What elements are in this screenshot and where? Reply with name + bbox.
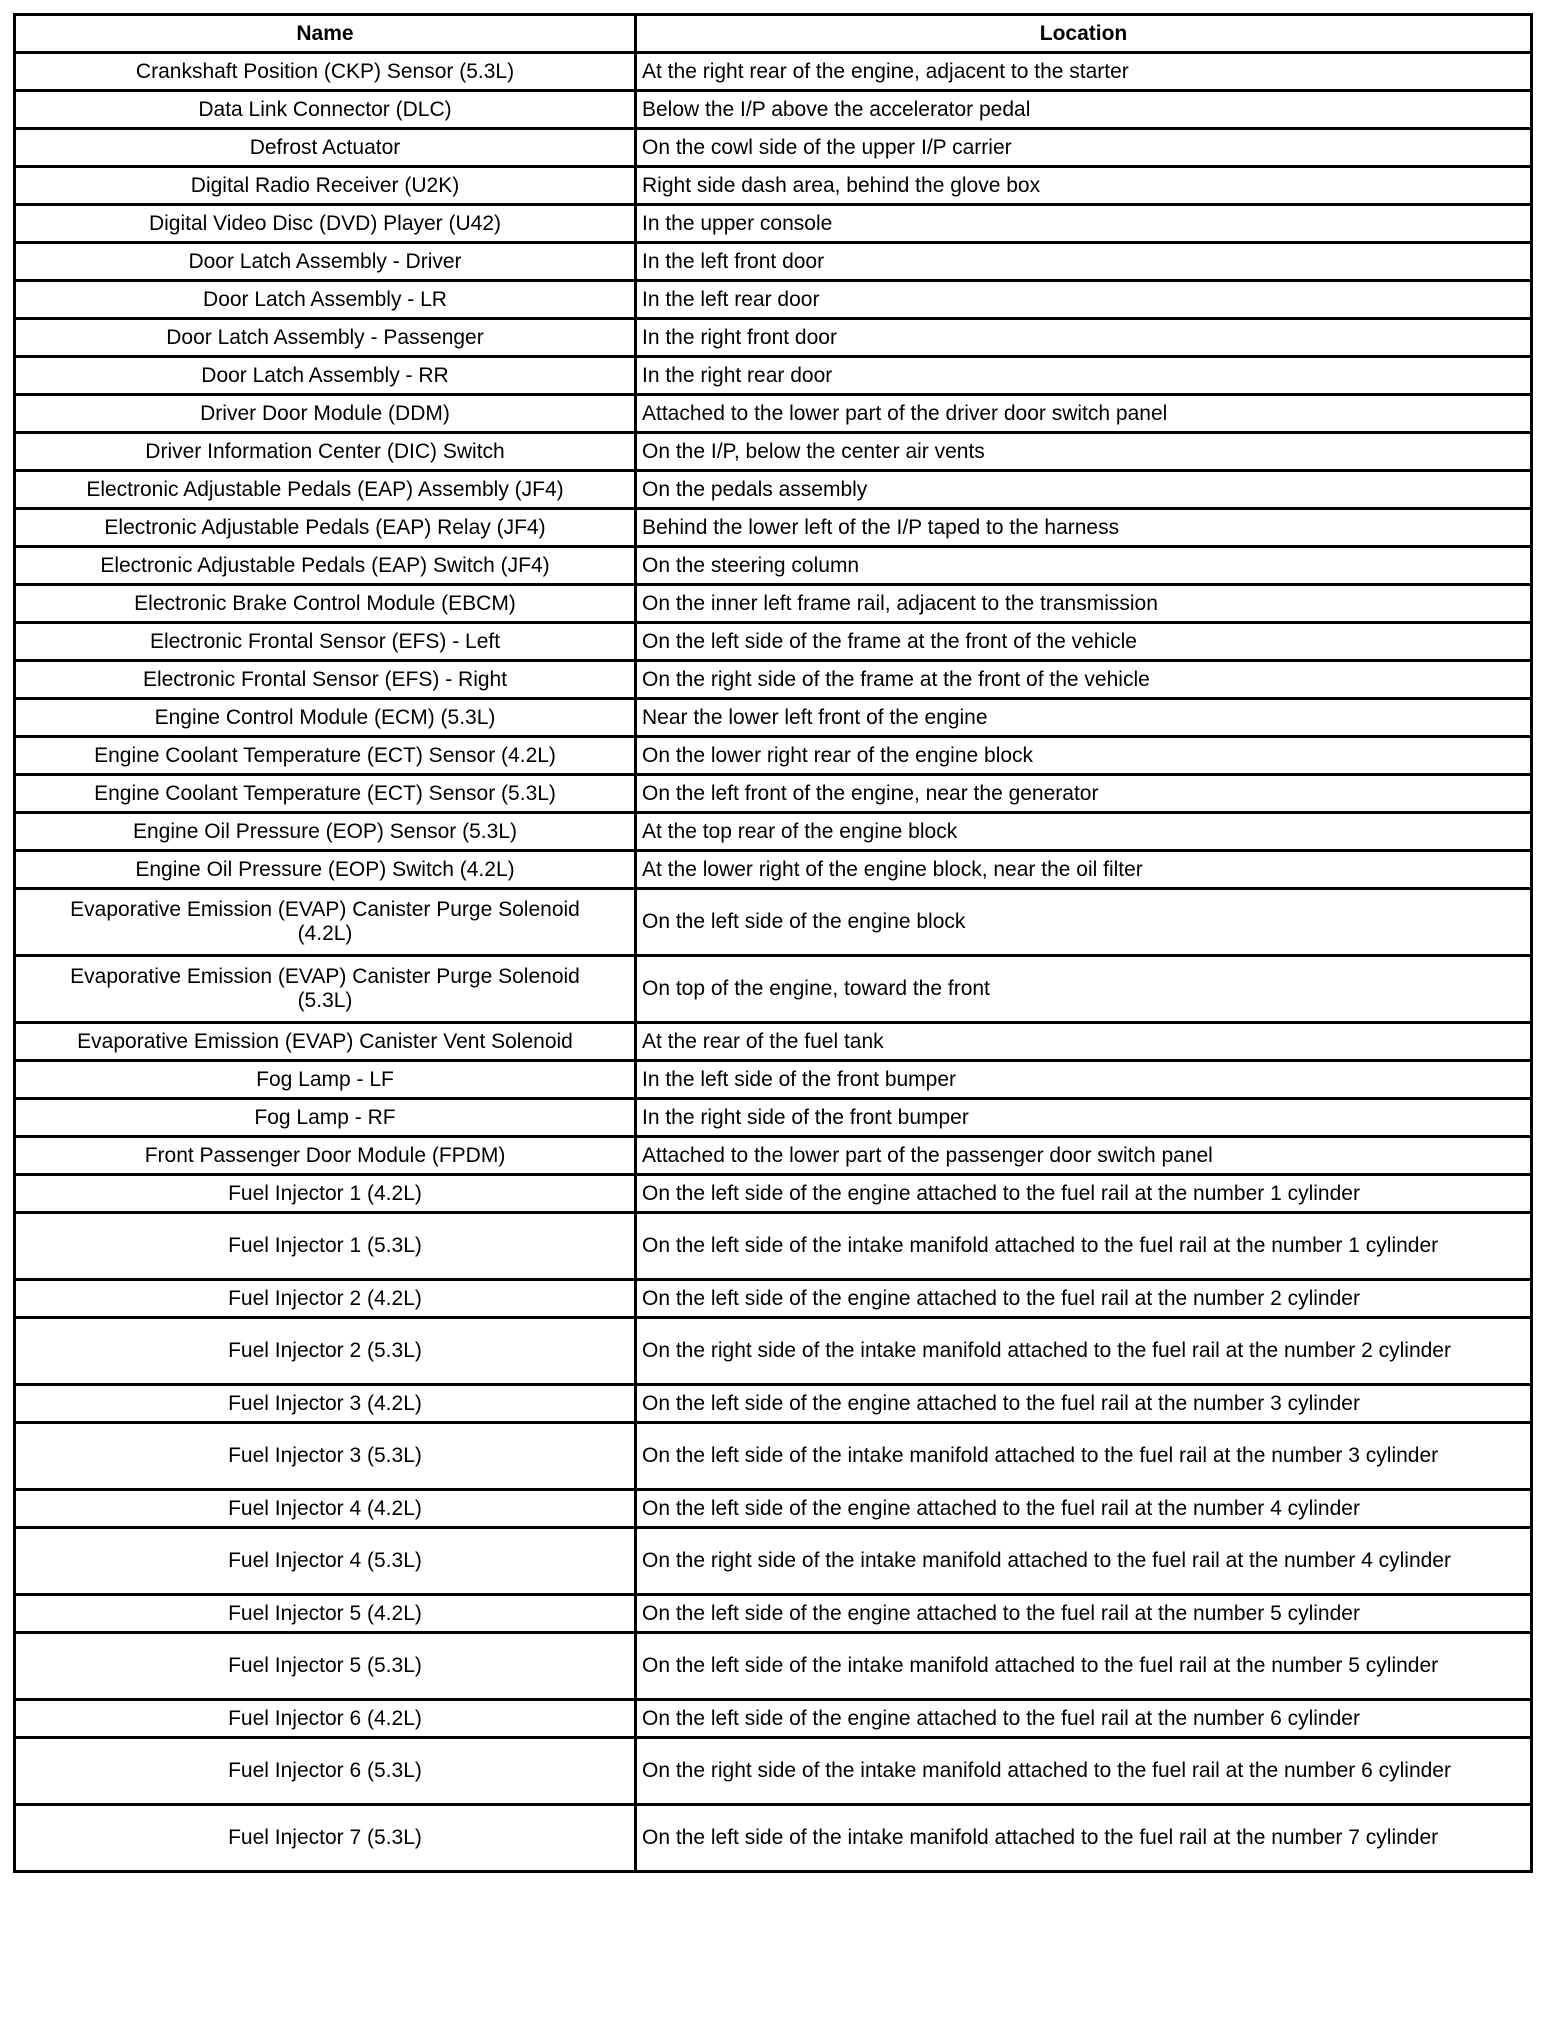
component-name: Fog Lamp - LF	[15, 1061, 636, 1099]
table-row	[15, 1385, 1532, 1423]
table-row	[15, 889, 1532, 956]
component-location: In the left side of the front bumper	[636, 1061, 1532, 1099]
component-location: At the lower right of the engine block, near the oil filter	[636, 851, 1532, 889]
component-location: On the left side of the engine attached to the fuel rail at the number 6 cylinder	[636, 1700, 1532, 1738]
component-name: Electronic Adjustable Pedals (EAP) Relay (JF4)	[15, 509, 636, 547]
component-location: On the right side of the intake manifold attached to the fuel rail at the number 2 cylinder	[636, 1318, 1532, 1385]
component-location: On the left side of the engine attached to the fuel rail at the number 5 cylinder	[636, 1595, 1532, 1633]
component-location: On the left side of the engine block	[636, 889, 1532, 956]
component-location: Attached to the lower part of the driver door switch panel	[636, 395, 1532, 433]
component-name: Front Passenger Door Module (FPDM)	[15, 1137, 636, 1175]
component-location: On the left side of the intake manifold attached to the fuel rail at the number 3 cylinder	[636, 1423, 1532, 1490]
component-name: Evaporative Emission (EVAP) Canister Purge Solenoid (4.2L)	[15, 889, 636, 956]
table-row	[15, 433, 1532, 471]
component-name: Electronic Frontal Sensor (EFS) - Left	[15, 623, 636, 661]
table-row	[15, 547, 1532, 585]
table-row	[15, 1137, 1532, 1175]
component-name: Door Latch Assembly - RR	[15, 357, 636, 395]
component-name: Electronic Adjustable Pedals (EAP) Assembly (JF4)	[15, 471, 636, 509]
table-row	[15, 471, 1532, 509]
component-location-table	[13, 13, 1533, 1873]
component-location: In the right rear door	[636, 357, 1532, 395]
component-location: In the left front door	[636, 243, 1532, 281]
component-location: At the top rear of the engine block	[636, 813, 1532, 851]
component-location: On the left side of the engine attached to the fuel rail at the number 4 cylinder	[636, 1490, 1532, 1528]
component-location: In the right side of the front bumper	[636, 1099, 1532, 1137]
component-name: Evaporative Emission (EVAP) Canister Vent Solenoid	[15, 1023, 636, 1061]
component-name: Electronic Adjustable Pedals (EAP) Switch (JF4)	[15, 547, 636, 585]
component-name: Door Latch Assembly - Passenger	[15, 319, 636, 357]
component-location: On the steering column	[636, 547, 1532, 585]
table-row	[15, 1023, 1532, 1061]
table-row	[15, 1213, 1532, 1280]
table-row	[15, 1099, 1532, 1137]
component-name: Fuel Injector 5 (5.3L)	[15, 1633, 636, 1700]
component-name: Digital Video Disc (DVD) Player (U42)	[15, 205, 636, 243]
component-location: On top of the engine, toward the front	[636, 956, 1532, 1023]
component-location: On the left side of the engine attached to the fuel rail at the number 2 cylinder	[636, 1280, 1532, 1318]
component-name: Fuel Injector 5 (4.2L)	[15, 1595, 636, 1633]
component-location: Behind the lower left of the I/P taped to the harness	[636, 509, 1532, 547]
component-location: Right side dash area, behind the glove box	[636, 167, 1532, 205]
component-name: Electronic Brake Control Module (EBCM)	[15, 585, 636, 623]
table-row	[15, 1633, 1532, 1700]
component-location: On the right side of the intake manifold attached to the fuel rail at the number 4 cylinder	[636, 1528, 1532, 1595]
table-row	[15, 205, 1532, 243]
table-row	[15, 585, 1532, 623]
table-row	[15, 1738, 1532, 1805]
component-location: On the I/P, below the center air vents	[636, 433, 1532, 471]
table-row	[15, 623, 1532, 661]
header-row	[15, 15, 1532, 53]
table-row	[15, 509, 1532, 547]
component-location: Near the lower left front of the engine	[636, 699, 1532, 737]
component-location: On the left front of the engine, near the generator	[636, 775, 1532, 813]
name-column-header: Name	[15, 15, 636, 53]
table-row	[15, 1490, 1532, 1528]
component-name: Door Latch Assembly - LR	[15, 281, 636, 319]
component-name: Fuel Injector 2 (5.3L)	[15, 1318, 636, 1385]
table-row	[15, 1595, 1532, 1633]
component-name: Fuel Injector 2 (4.2L)	[15, 1280, 636, 1318]
table-row	[15, 1061, 1532, 1099]
component-location: On the left side of the engine attached to the fuel rail at the number 1 cylinder	[636, 1175, 1532, 1213]
component-name: Electronic Frontal Sensor (EFS) - Right	[15, 661, 636, 699]
table-row	[15, 243, 1532, 281]
table-row	[15, 357, 1532, 395]
table-row	[15, 1700, 1532, 1738]
component-name: Fuel Injector 7 (5.3L)	[15, 1805, 636, 1872]
component-location: Attached to the lower part of the passenger door switch panel	[636, 1137, 1532, 1175]
component-location: On the left side of the engine attached to the fuel rail at the number 3 cylinder	[636, 1385, 1532, 1423]
table-row	[15, 1280, 1532, 1318]
component-location: On the right side of the frame at the front of the vehicle	[636, 661, 1532, 699]
component-location: On the left side of the intake manifold attached to the fuel rail at the number 5 cylinder	[636, 1633, 1532, 1700]
component-name: Engine Coolant Temperature (ECT) Sensor (4.2L)	[15, 737, 636, 775]
table-row	[15, 1318, 1532, 1385]
table-row	[15, 1423, 1532, 1490]
component-location: In the upper console	[636, 205, 1532, 243]
table-row	[15, 661, 1532, 699]
component-location: On the left side of the intake manifold attached to the fuel rail at the number 1 cylinder	[636, 1213, 1532, 1280]
location-column-header: Location	[636, 15, 1532, 53]
component-name: Fuel Injector 1 (4.2L)	[15, 1175, 636, 1213]
component-location: On the pedals assembly	[636, 471, 1532, 509]
component-name: Evaporative Emission (EVAP) Canister Purge Solenoid (5.3L)	[15, 956, 636, 1023]
component-location: Below the I/P above the accelerator pedal	[636, 91, 1532, 129]
component-name: Fuel Injector 3 (5.3L)	[15, 1423, 636, 1490]
table-row	[15, 395, 1532, 433]
component-name: Engine Coolant Temperature (ECT) Sensor (5.3L)	[15, 775, 636, 813]
component-name: Engine Oil Pressure (EOP) Switch (4.2L)	[15, 851, 636, 889]
component-name: Fuel Injector 4 (5.3L)	[15, 1528, 636, 1595]
table-row	[15, 281, 1532, 319]
component-name: Crankshaft Position (CKP) Sensor (5.3L)	[15, 53, 636, 91]
table-row	[15, 1805, 1532, 1872]
component-name: Door Latch Assembly - Driver	[15, 243, 636, 281]
component-name: Fuel Injector 3 (4.2L)	[15, 1385, 636, 1423]
table-row	[15, 699, 1532, 737]
table-row	[15, 53, 1532, 91]
table-row	[15, 1175, 1532, 1213]
table-row	[15, 956, 1532, 1023]
table-row	[15, 91, 1532, 129]
component-name: Fuel Injector 1 (5.3L)	[15, 1213, 636, 1280]
component-name: Engine Control Module (ECM) (5.3L)	[15, 699, 636, 737]
component-name: Data Link Connector (DLC)	[15, 91, 636, 129]
component-location: At the rear of the fuel tank	[636, 1023, 1532, 1061]
component-location: On the left side of the intake manifold attached to the fuel rail at the number 7 cylinder	[636, 1805, 1532, 1872]
component-location: At the right rear of the engine, adjacent to the starter	[636, 53, 1532, 91]
component-location: On the right side of the intake manifold attached to the fuel rail at the number 6 cylinder	[636, 1738, 1532, 1805]
component-name: Fuel Injector 4 (4.2L)	[15, 1490, 636, 1528]
component-name: Digital Radio Receiver (U2K)	[15, 167, 636, 205]
component-name: Driver Information Center (DIC) Switch	[15, 433, 636, 471]
table-row	[15, 167, 1532, 205]
table-row	[15, 813, 1532, 851]
component-name: Fog Lamp - RF	[15, 1099, 636, 1137]
component-name: Driver Door Module (DDM)	[15, 395, 636, 433]
table-row	[15, 129, 1532, 167]
component-name: Engine Oil Pressure (EOP) Sensor (5.3L)	[15, 813, 636, 851]
component-location: In the right front door	[636, 319, 1532, 357]
component-location: In the left rear door	[636, 281, 1532, 319]
table-row	[15, 851, 1532, 889]
component-name: Fuel Injector 6 (4.2L)	[15, 1700, 636, 1738]
component-location: On the inner left frame rail, adjacent to the transmission	[636, 585, 1532, 623]
table-row	[15, 737, 1532, 775]
component-location: On the left side of the frame at the front of the vehicle	[636, 623, 1532, 661]
table-row	[15, 319, 1532, 357]
table-row	[15, 775, 1532, 813]
component-location: On the lower right rear of the engine block	[636, 737, 1532, 775]
component-name: Defrost Actuator	[15, 129, 636, 167]
table-row	[15, 1528, 1532, 1595]
component-name: Fuel Injector 6 (5.3L)	[15, 1738, 636, 1805]
component-location: On the cowl side of the upper I/P carrier	[636, 129, 1532, 167]
